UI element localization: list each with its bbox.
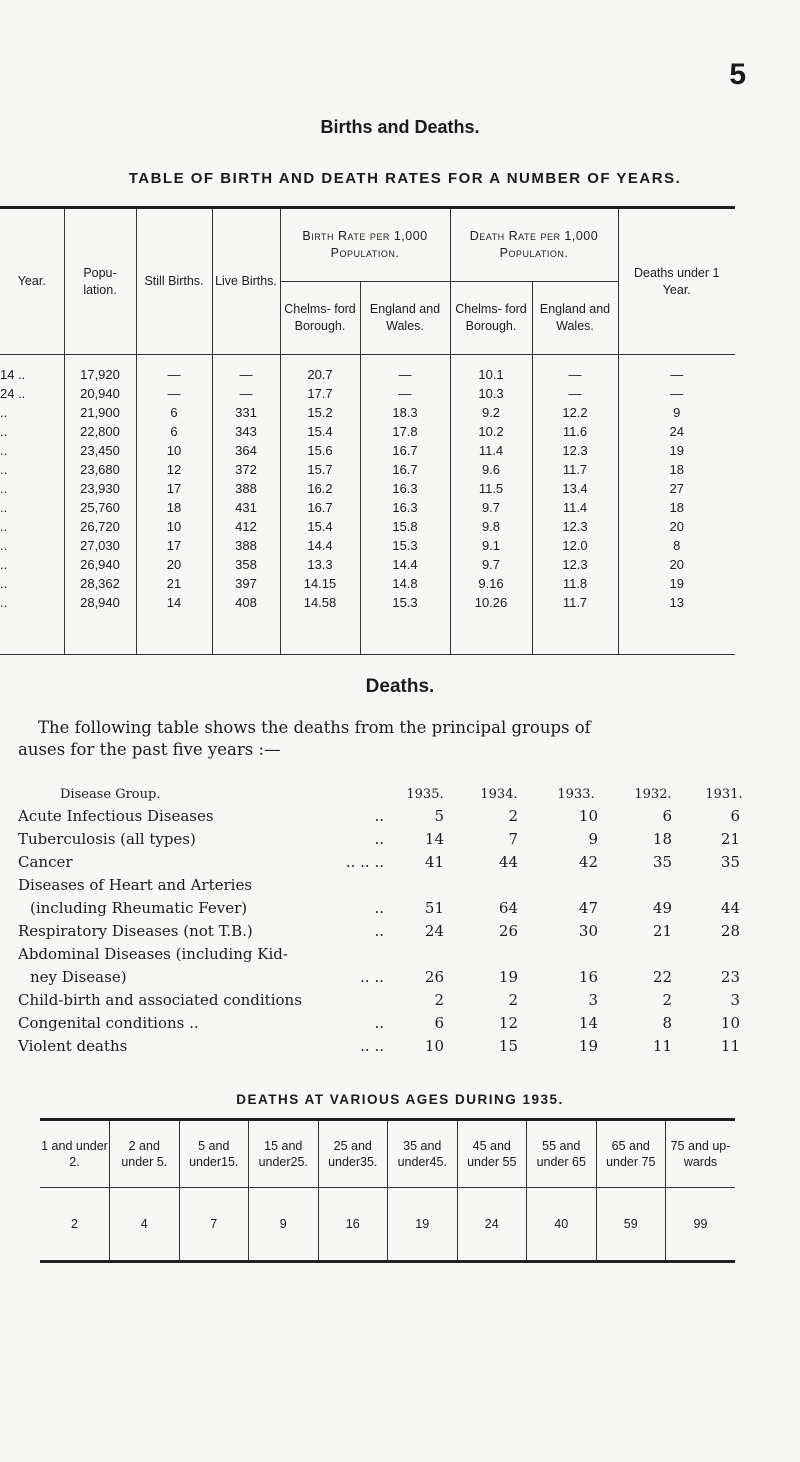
cell-pop: 26,940 bbox=[64, 555, 136, 574]
cell-dr_e: 13.4 bbox=[532, 479, 618, 498]
death-count: 15 bbox=[498, 1037, 518, 1055]
cell-br_c: 16.2 bbox=[280, 479, 360, 498]
cell-dr_e: 11.4 bbox=[532, 498, 618, 517]
cell-br_c: 14.15 bbox=[280, 574, 360, 593]
death-count: 19 bbox=[578, 1037, 598, 1055]
age-group-header: 15 and under25. bbox=[249, 1121, 319, 1188]
header-still-births: Still Births. bbox=[136, 209, 212, 355]
death-count: 23 bbox=[720, 968, 740, 986]
cell-inf: 24 bbox=[618, 422, 735, 441]
cell-year: .. bbox=[0, 462, 8, 477]
cell-year: .. bbox=[0, 557, 8, 572]
header-1935: 1935. bbox=[406, 787, 444, 802]
death-count: 64 bbox=[498, 899, 518, 917]
death-count: 8 bbox=[662, 1014, 672, 1032]
age-group-deaths: 59 bbox=[596, 1188, 666, 1261]
disease-table bbox=[18, 780, 758, 1055]
table-row bbox=[18, 986, 758, 1009]
death-count: 22 bbox=[652, 968, 672, 986]
disease-label bbox=[18, 1032, 388, 1055]
cell-still: — bbox=[136, 355, 212, 385]
death-count: 11 bbox=[652, 1037, 672, 1055]
cell-br_c: 14.4 bbox=[280, 536, 360, 555]
death-count bbox=[536, 871, 616, 894]
disease-label bbox=[18, 894, 388, 917]
cell-br_e: 16.3 bbox=[360, 479, 450, 498]
cell-pop: 28,940 bbox=[64, 593, 136, 654]
cell-pop: 23,930 bbox=[64, 479, 136, 498]
cell-br_e: 14.4 bbox=[360, 555, 450, 574]
cell-br_c: 15.2 bbox=[280, 403, 360, 422]
cell-dr_c: 9.7 bbox=[450, 498, 532, 517]
death-count: 47 bbox=[578, 899, 598, 917]
cell-live: 343 bbox=[212, 422, 280, 441]
cell-br_c: 13.3 bbox=[280, 555, 360, 574]
death-count: 3 bbox=[730, 991, 740, 1009]
cell-dr_e: 12.3 bbox=[532, 441, 618, 460]
age-group-header: 65 and under 75 bbox=[596, 1121, 666, 1188]
age-group-header: 45 and under 55 bbox=[457, 1121, 527, 1188]
disease-name: Abdominal Diseases (including Kid- bbox=[18, 945, 288, 963]
cell-live: — bbox=[212, 355, 280, 385]
cell-pop: 28,362 bbox=[64, 574, 136, 593]
death-count bbox=[536, 940, 616, 963]
cell-br_e: 15.3 bbox=[360, 536, 450, 555]
cell-year: .. bbox=[0, 481, 8, 496]
disease-name: Violent deaths bbox=[18, 1037, 128, 1055]
disease-label bbox=[18, 963, 388, 986]
cell-dr_e: — bbox=[532, 384, 618, 403]
death-count: 10 bbox=[424, 1037, 444, 1055]
death-count: 49 bbox=[652, 899, 672, 917]
disease-label bbox=[18, 871, 388, 894]
cell-inf: 20 bbox=[618, 555, 735, 574]
death-count: 5 bbox=[434, 807, 444, 825]
cell-year: 24 .. bbox=[0, 386, 26, 401]
cell-still: 6 bbox=[136, 422, 212, 441]
cell-dr_e: 12.0 bbox=[532, 536, 618, 555]
cell-dr_c: 9.8 bbox=[450, 517, 532, 536]
death-count: 18 bbox=[652, 830, 672, 848]
ages-value-row bbox=[40, 1188, 735, 1261]
table-row bbox=[18, 894, 758, 917]
age-group-header: 2 and under 5. bbox=[110, 1121, 180, 1188]
cell-br_c: 17.7 bbox=[280, 384, 360, 403]
age-group-deaths: 7 bbox=[179, 1188, 249, 1261]
cell-dr_c: 11.5 bbox=[450, 479, 532, 498]
death-count: 6 bbox=[730, 807, 740, 825]
age-group-header: 35 and under45. bbox=[388, 1121, 458, 1188]
table-row bbox=[18, 963, 758, 986]
header-1932: 1932. bbox=[634, 787, 672, 802]
death-count: 10 bbox=[720, 1014, 740, 1032]
cell-pop: 25,760 bbox=[64, 498, 136, 517]
ages-table bbox=[40, 1118, 735, 1263]
cell-still: 20 bbox=[136, 555, 212, 574]
cell-dr_c: 9.6 bbox=[450, 460, 532, 479]
disease-label bbox=[18, 917, 388, 940]
table-row bbox=[0, 384, 735, 403]
death-count: 21 bbox=[652, 922, 672, 940]
table-row bbox=[0, 517, 735, 536]
table-row bbox=[18, 871, 758, 894]
death-count: 2 bbox=[662, 991, 672, 1009]
table-row bbox=[0, 403, 735, 422]
death-count: 21 bbox=[720, 830, 740, 848]
age-group-deaths: 24 bbox=[457, 1188, 527, 1261]
cell-inf: — bbox=[618, 355, 735, 385]
cell-br_c: 20.7 bbox=[280, 355, 360, 385]
cell-dr_c: 11.4 bbox=[450, 441, 532, 460]
cell-br_e: 17.8 bbox=[360, 422, 450, 441]
cell-live: 388 bbox=[212, 479, 280, 498]
leader-dots: .. bbox=[374, 807, 384, 825]
cell-dr_c: 10.2 bbox=[450, 422, 532, 441]
leader-dots: .. .. bbox=[360, 1037, 384, 1055]
cell-live: 331 bbox=[212, 403, 280, 422]
leader-dots: .. bbox=[374, 1014, 384, 1032]
cell-inf: 19 bbox=[618, 574, 735, 593]
cell-live: 408 bbox=[212, 593, 280, 654]
death-count: 44 bbox=[498, 853, 518, 871]
cell-dr_e: 11.7 bbox=[532, 460, 618, 479]
cell-dr_e: — bbox=[532, 355, 618, 385]
leader-dots: .. .. .. bbox=[345, 853, 384, 871]
cell-br_e: — bbox=[360, 384, 450, 403]
cell-still: 21 bbox=[136, 574, 212, 593]
disease-label bbox=[18, 825, 388, 848]
cell-br_c: 15.4 bbox=[280, 422, 360, 441]
age-group-header: 25 and under35. bbox=[318, 1121, 388, 1188]
cell-dr_e: 11.7 bbox=[532, 593, 618, 654]
death-count: 42 bbox=[578, 853, 598, 871]
intro-line-2: auses for the past five years :— bbox=[18, 740, 281, 759]
death-count: 3 bbox=[588, 991, 598, 1009]
disease-name: Congenital conditions .. bbox=[18, 1014, 199, 1032]
cell-br_c: 15.7 bbox=[280, 460, 360, 479]
cell-still: 17 bbox=[136, 536, 212, 555]
header-1933: 1933. bbox=[557, 787, 595, 802]
rates-table bbox=[0, 206, 735, 655]
cell-still: — bbox=[136, 384, 212, 403]
death-count: 12 bbox=[498, 1014, 518, 1032]
death-count: 9 bbox=[588, 830, 598, 848]
cell-inf: 27 bbox=[618, 479, 735, 498]
cell-year: .. bbox=[0, 519, 8, 534]
header-death-england: England and Wales. bbox=[532, 282, 618, 355]
cell-br_e: 18.3 bbox=[360, 403, 450, 422]
disease-name: ney Disease) bbox=[30, 968, 127, 986]
death-count: 26 bbox=[498, 922, 518, 940]
cell-dr_c: 10.3 bbox=[450, 384, 532, 403]
intro-line-1: The following table shows the deaths from the principal groups of bbox=[38, 718, 591, 737]
cell-live: 388 bbox=[212, 536, 280, 555]
cell-year: .. bbox=[0, 424, 8, 439]
leader-dots: .. .. bbox=[360, 968, 384, 986]
cell-live: 372 bbox=[212, 460, 280, 479]
cell-year: .. bbox=[0, 576, 8, 591]
death-count: 19 bbox=[498, 968, 518, 986]
header-birth-rate: Birth Rate per 1,000 Population. bbox=[280, 209, 450, 282]
table-row bbox=[0, 593, 735, 654]
disease-name: Diseases of Heart and Arteries bbox=[18, 876, 253, 894]
cell-live: 412 bbox=[212, 517, 280, 536]
leader-dots: .. bbox=[374, 830, 384, 848]
disease-table-body bbox=[18, 802, 758, 1055]
cell-br_e: 16.7 bbox=[360, 460, 450, 479]
cell-inf: 8 bbox=[618, 536, 735, 555]
death-count bbox=[616, 940, 690, 963]
header-live-births: Live Births. bbox=[212, 209, 280, 355]
table-row bbox=[18, 1032, 758, 1055]
cell-inf: 18 bbox=[618, 498, 735, 517]
cell-inf: 18 bbox=[618, 460, 735, 479]
cell-br_c: 14.58 bbox=[280, 593, 360, 654]
cell-year: .. bbox=[0, 538, 8, 553]
disease-label bbox=[18, 802, 388, 825]
cell-br_c: 16.7 bbox=[280, 498, 360, 517]
cell-inf: 13 bbox=[618, 593, 735, 654]
table-row bbox=[18, 825, 758, 848]
cell-pop: 23,680 bbox=[64, 460, 136, 479]
cell-dr_c: 9.2 bbox=[450, 403, 532, 422]
cell-year: .. bbox=[0, 595, 8, 610]
death-count: 44 bbox=[720, 899, 740, 917]
cell-br_c: 15.4 bbox=[280, 517, 360, 536]
disease-name: Respiratory Diseases (not T.B.) bbox=[18, 922, 253, 940]
cell-live: — bbox=[212, 384, 280, 403]
cell-pop: 23,450 bbox=[64, 441, 136, 460]
ages-header-row bbox=[40, 1121, 735, 1188]
disease-label bbox=[18, 1009, 388, 1032]
age-group-deaths: 40 bbox=[527, 1188, 597, 1261]
cell-year: .. bbox=[0, 500, 8, 515]
table-row bbox=[0, 441, 735, 460]
header-disease-group: Disease Group. bbox=[60, 787, 161, 802]
cell-inf: 20 bbox=[618, 517, 735, 536]
cell-dr_e: 12.3 bbox=[532, 555, 618, 574]
header-birth-england: England and Wales. bbox=[360, 282, 450, 355]
cell-year: .. bbox=[0, 405, 8, 420]
table-row bbox=[0, 536, 735, 555]
death-count: 41 bbox=[424, 853, 444, 871]
table-row bbox=[18, 848, 758, 871]
death-count: 30 bbox=[578, 922, 598, 940]
death-count: 14 bbox=[578, 1014, 598, 1032]
death-count: 35 bbox=[720, 853, 740, 871]
death-count: 2 bbox=[508, 991, 518, 1009]
table-row bbox=[0, 574, 735, 593]
death-count: 51 bbox=[424, 899, 444, 917]
table-row bbox=[0, 555, 735, 574]
death-count: 2 bbox=[508, 807, 518, 825]
ages-table-caption: DEATHS AT VARIOUS AGES DURING 1935. bbox=[236, 1092, 564, 1107]
age-group-header: 55 and under 65 bbox=[527, 1121, 597, 1188]
header-1934: 1934. bbox=[480, 787, 518, 802]
cell-dr_c: 9.1 bbox=[450, 536, 532, 555]
age-group-header: 1 and under 2. bbox=[40, 1121, 110, 1188]
cell-still: 10 bbox=[136, 517, 212, 536]
leader-dots: .. bbox=[374, 899, 384, 917]
disease-name: (including Rheumatic Fever) bbox=[30, 899, 248, 917]
leader-dots: .. bbox=[374, 922, 384, 940]
death-count: 6 bbox=[434, 1014, 444, 1032]
death-count: 35 bbox=[652, 853, 672, 871]
disease-label bbox=[18, 848, 388, 871]
age-group-header: 5 and under15. bbox=[179, 1121, 249, 1188]
death-count: 10 bbox=[578, 807, 598, 825]
death-count: 11 bbox=[720, 1037, 740, 1055]
death-count bbox=[690, 871, 758, 894]
table-row bbox=[0, 498, 735, 517]
table-row bbox=[0, 460, 735, 479]
cell-still: 18 bbox=[136, 498, 212, 517]
cell-br_c: 15.6 bbox=[280, 441, 360, 460]
death-count: 6 bbox=[662, 807, 672, 825]
table-row bbox=[18, 917, 758, 940]
deaths-intro bbox=[18, 717, 658, 761]
age-group-deaths: 99 bbox=[666, 1188, 736, 1261]
table-row bbox=[18, 940, 758, 963]
death-count bbox=[462, 871, 536, 894]
cell-br_e: 14.8 bbox=[360, 574, 450, 593]
cell-still: 10 bbox=[136, 441, 212, 460]
cell-br_e: 16.7 bbox=[360, 441, 450, 460]
disease-name: Tuberculosis (all types) bbox=[18, 830, 196, 848]
age-group-deaths: 2 bbox=[71, 1217, 78, 1231]
cell-inf: — bbox=[618, 384, 735, 403]
death-count: 7 bbox=[508, 830, 518, 848]
disease-name: Acute Infectious Diseases bbox=[18, 807, 214, 825]
death-count bbox=[690, 940, 758, 963]
cell-inf: 9 bbox=[618, 403, 735, 422]
cell-br_e: 16.3 bbox=[360, 498, 450, 517]
header-birth-chelmsford: Chelms- ford Borough. bbox=[280, 282, 360, 355]
cell-dr_e: 12.3 bbox=[532, 517, 618, 536]
cell-br_e: — bbox=[360, 355, 450, 385]
cell-dr_c: 9.16 bbox=[450, 574, 532, 593]
rates-table-body bbox=[0, 355, 735, 655]
cell-dr_c: 9.7 bbox=[450, 555, 532, 574]
deaths-heading: Deaths. bbox=[365, 676, 435, 697]
death-count: 14 bbox=[424, 830, 444, 848]
table-row bbox=[0, 355, 735, 385]
age-group-deaths: 19 bbox=[388, 1188, 458, 1261]
age-group-deaths: 9 bbox=[249, 1188, 319, 1261]
cell-br_e: 15.8 bbox=[360, 517, 450, 536]
header-1931: 1931. bbox=[705, 787, 743, 802]
cell-dr_e: 11.6 bbox=[532, 422, 618, 441]
cell-pop: 26,720 bbox=[64, 517, 136, 536]
cell-still: 17 bbox=[136, 479, 212, 498]
cell-dr_e: 11.8 bbox=[532, 574, 618, 593]
header-infant-deaths: Deaths under 1 Year. bbox=[618, 209, 735, 355]
disease-name: Cancer bbox=[18, 853, 73, 871]
header-death-rate: Death Rate per 1,000 Population. bbox=[450, 209, 618, 282]
cell-still: 6 bbox=[136, 403, 212, 422]
cell-live: 431 bbox=[212, 498, 280, 517]
cell-live: 397 bbox=[212, 574, 280, 593]
cell-still: 12 bbox=[136, 460, 212, 479]
disease-name: Child-birth and associated conditions bbox=[18, 991, 302, 1009]
age-group-deaths: 4 bbox=[110, 1188, 180, 1261]
cell-pop: 20,940 bbox=[64, 384, 136, 403]
cell-year: .. bbox=[0, 443, 8, 458]
cell-inf: 19 bbox=[618, 441, 735, 460]
cell-pop: 17,920 bbox=[64, 355, 136, 385]
death-count: 24 bbox=[424, 922, 444, 940]
disease-label bbox=[18, 986, 388, 1009]
disease-label bbox=[18, 940, 388, 963]
cell-dr_e: 12.2 bbox=[532, 403, 618, 422]
cell-live: 358 bbox=[212, 555, 280, 574]
death-count: 2 bbox=[434, 991, 444, 1009]
age-group-deaths: 16 bbox=[318, 1188, 388, 1261]
death-count bbox=[388, 940, 462, 963]
cell-dr_c: 10.26 bbox=[450, 593, 532, 654]
table-row bbox=[18, 1009, 758, 1032]
header-year: Year. bbox=[0, 209, 64, 355]
cell-still: 14 bbox=[136, 593, 212, 654]
header-population: Popu- lation. bbox=[64, 209, 136, 355]
cell-pop: 27,030 bbox=[64, 536, 136, 555]
cell-pop: 22,800 bbox=[64, 422, 136, 441]
cell-pop: 21,900 bbox=[64, 403, 136, 422]
table-row bbox=[18, 802, 758, 825]
page-number: 5 bbox=[729, 58, 746, 91]
cell-year: 14 .. bbox=[0, 367, 26, 382]
rates-table-rule bbox=[0, 654, 735, 655]
cell-br_e: 15.3 bbox=[360, 593, 450, 654]
death-count: 26 bbox=[424, 968, 444, 986]
death-count: 28 bbox=[720, 922, 740, 940]
rates-table-caption: TABLE OF BIRTH AND DEATH RATES FOR A NUMBER OF YEARS. bbox=[128, 170, 682, 187]
death-count bbox=[616, 871, 690, 894]
death-count bbox=[388, 871, 462, 894]
cell-live: 364 bbox=[212, 441, 280, 460]
death-count: 16 bbox=[578, 968, 598, 986]
table-row bbox=[0, 479, 735, 498]
death-count bbox=[462, 940, 536, 963]
table-row bbox=[0, 422, 735, 441]
age-group-header: 75 and up- wards bbox=[666, 1121, 736, 1188]
page-title: Births and Deaths. bbox=[320, 117, 480, 137]
cell-dr_c: 10.1 bbox=[450, 355, 532, 385]
header-death-chelmsford: Chelms- ford Borough. bbox=[450, 282, 532, 355]
